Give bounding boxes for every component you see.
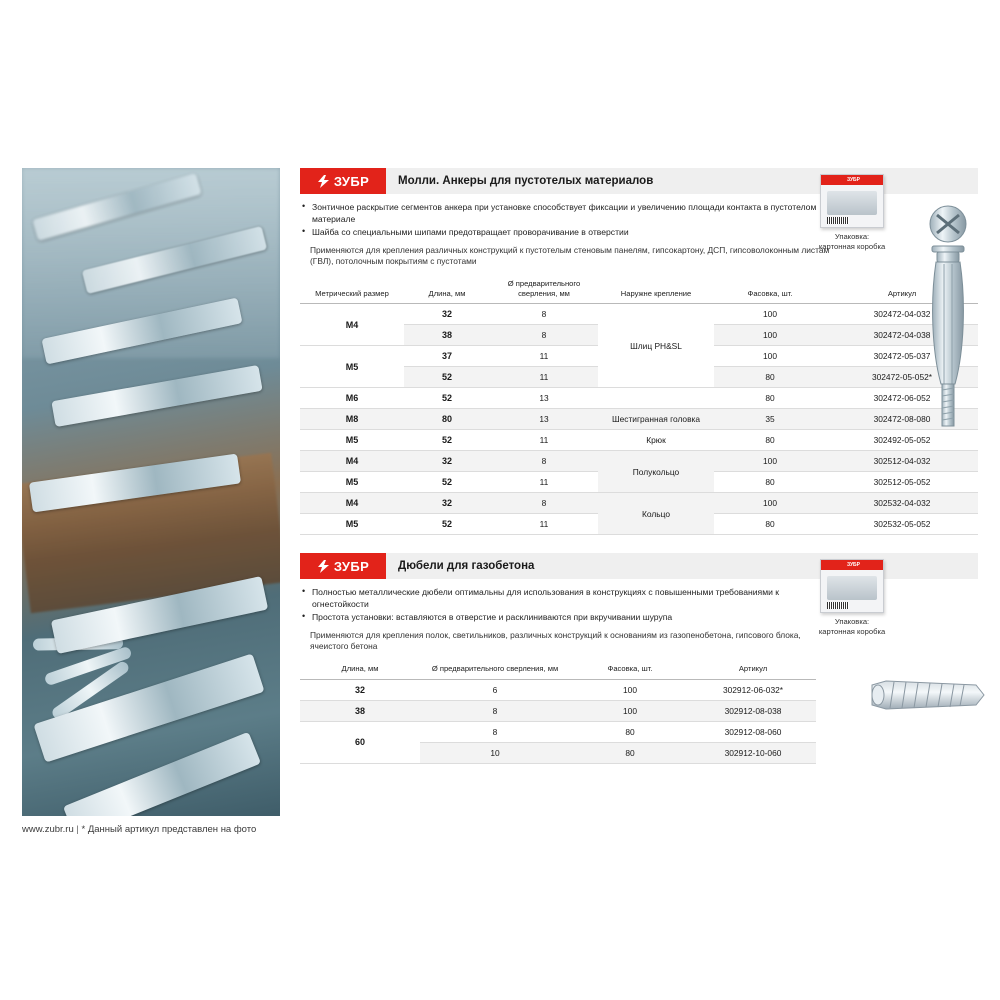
product-photo <box>22 168 280 816</box>
cell-drill: 11 <box>490 346 598 367</box>
table-row <box>300 493 978 514</box>
bullet-item: • Простота установки: вставляются в отверстие и расклиниваются при вкручивании шурупа <box>302 612 822 624</box>
cell-pack: 80 <box>714 472 826 493</box>
cell-mount: Кольцо <box>598 493 714 535</box>
cell-sku: 302472-08-080 <box>826 409 978 430</box>
photo-anchor <box>51 365 262 427</box>
cell-sku: 302472-04-032 <box>826 304 978 325</box>
cell-pack: 100 <box>714 451 826 472</box>
lightning-bolt-icon <box>317 175 330 188</box>
cell-length: 38 <box>300 700 420 721</box>
gazobeton-specs-table <box>300 660 816 764</box>
footer-caption <box>22 824 256 835</box>
cell-drill: 10 <box>420 742 570 763</box>
package-box-brand: ЗУБР <box>847 562 860 569</box>
package-label-line2: картонная коробка <box>818 242 886 251</box>
package-label-line1: Упаковка: <box>834 617 870 627</box>
cell-length: 32 <box>404 451 490 472</box>
cell-sku: 302472-06-052 <box>826 388 978 409</box>
table-row <box>300 679 816 700</box>
cell-size: M8 <box>300 409 404 430</box>
catalog-sheet <box>22 168 978 844</box>
cell-mount <box>598 388 714 409</box>
cell-drill: 8 <box>490 493 598 514</box>
cell-size: M6 <box>300 388 404 409</box>
cell-size: M4 <box>300 304 404 346</box>
cell-pack: 100 <box>714 304 826 325</box>
cell-pack: 80 <box>714 367 826 388</box>
package-box-brand: ЗУБР <box>847 177 860 183</box>
cell-drill: 11 <box>490 430 598 451</box>
col-header-size: Метрический размер <box>300 275 404 304</box>
table-row <box>300 304 978 325</box>
footer-note: * Данный артикул представлен на фото <box>81 824 257 835</box>
bullet-item: • Зонтичное раскрытие сегментов анкера при установке способствует фиксации и увеличению площади контакта в пустотелом материале <box>302 202 822 225</box>
cell-sku: 302472-04-038 <box>826 325 978 346</box>
cell-pack: 100 <box>714 346 826 367</box>
cell-size: M5 <box>300 346 404 388</box>
cell-pack: 80 <box>714 514 826 535</box>
gazobeton-dowel-illustration <box>868 675 988 715</box>
cell-sku: 302912-08-038 <box>690 700 816 721</box>
col-header-sku: Артикул <box>690 660 816 679</box>
cell-size: M4 <box>300 493 404 514</box>
section-molly <box>300 168 978 535</box>
col-header-sku: Артикул <box>826 275 978 304</box>
cell-drill: 11 <box>490 472 598 493</box>
footer-separator: | <box>76 824 79 835</box>
lightning-bolt-icon <box>317 560 330 573</box>
content-column <box>300 168 978 764</box>
col-header-pack: Фасовка, шт. <box>714 275 826 304</box>
cell-length: 38 <box>404 325 490 346</box>
brand-wordmark: ЗУБР <box>333 173 370 189</box>
cell-sku: 302512-05-052 <box>826 472 978 493</box>
cell-mount: Крюк <box>598 430 714 451</box>
cell-drill: 11 <box>490 367 598 388</box>
cell-sku: 302472-05-037 <box>826 346 978 367</box>
barcode-icon <box>827 602 849 609</box>
molly-specs-table <box>300 275 978 535</box>
package-box-image <box>820 559 884 613</box>
col-header-drill: Ø предварительного сверления, мм <box>420 660 570 679</box>
cell-pack: 100 <box>570 679 690 700</box>
cell-pack: 80 <box>714 430 826 451</box>
cell-size: M4 <box>300 451 404 472</box>
cell-pack: 100 <box>714 493 826 514</box>
cell-drill: 13 <box>490 409 598 430</box>
cell-length: 32 <box>404 493 490 514</box>
col-header-length: Длина, мм <box>404 275 490 304</box>
cell-length: 52 <box>404 388 490 409</box>
section-bullets <box>300 202 822 239</box>
table-row <box>300 700 816 721</box>
cell-length: 52 <box>404 514 490 535</box>
cell-pack: 35 <box>714 409 826 430</box>
cell-sku: 302492-05-052 <box>826 430 978 451</box>
cell-length: 52 <box>404 472 490 493</box>
cell-mount: Полукольцо <box>598 451 714 493</box>
section-bullets <box>300 587 822 624</box>
section-note: Применяются для крепления различных конструкций к пустотелым стеновым панелям, гипсокартону, ДСП, гипсоволоконным листам (ГВЛ), потолочным покрытиям с пустотами <box>310 244 830 266</box>
cell-sku: 302912-08-060 <box>690 721 816 742</box>
cell-drill: 11 <box>490 514 598 535</box>
cell-mount: Шестигранная головка <box>598 409 714 430</box>
table-row <box>300 409 978 430</box>
col-header-mount: Наружне крепление <box>598 275 714 304</box>
cell-length: 52 <box>404 367 490 388</box>
cell-length: 32 <box>300 679 420 700</box>
cell-drill: 6 <box>420 679 570 700</box>
cell-length: 80 <box>404 409 490 430</box>
package-box-image <box>820 174 884 228</box>
col-header-length: Длина, мм <box>300 660 420 679</box>
footer-site: www.zubr.ru <box>22 824 74 835</box>
cell-size: M5 <box>300 472 404 493</box>
cell-mount: Шлиц PH&SL <box>598 304 714 388</box>
cell-pack: 100 <box>570 700 690 721</box>
barcode-icon <box>827 217 849 224</box>
cell-sku: 302532-05-052 <box>826 514 978 535</box>
cell-drill: 8 <box>490 304 598 325</box>
table-row <box>300 721 816 742</box>
brand-logo <box>300 168 386 194</box>
package-box-brand-strip <box>821 175 883 185</box>
cell-length: 60 <box>300 721 420 763</box>
cell-length: 32 <box>404 304 490 325</box>
cell-sku: 302532-04-032 <box>826 493 978 514</box>
section-note: Применяются для крепления полок, светильников, различных конструкций к основаниям из газопенобетона, гипсового блока, ячеистого бетона <box>310 629 801 651</box>
brand-wordmark: ЗУБР <box>333 558 370 574</box>
cell-sku: 302472-05-052* <box>826 367 978 388</box>
section-title: Молли. Анкеры для пустотелых материалов <box>398 175 654 187</box>
cell-pack: 80 <box>570 721 690 742</box>
cell-drill: 13 <box>490 388 598 409</box>
cell-size: M5 <box>300 430 404 451</box>
cell-sku: 302912-06-032* <box>690 679 816 700</box>
section-gazobeton <box>300 553 978 764</box>
cell-pack: 80 <box>714 388 826 409</box>
brand-logo <box>300 553 386 579</box>
product-photo-column <box>22 168 280 844</box>
cell-sku: 302512-04-032 <box>826 451 978 472</box>
cell-drill: 8 <box>490 451 598 472</box>
package-label-line1: Упаковка: <box>834 232 870 241</box>
cell-drill: 8 <box>490 325 598 346</box>
cell-drill: 8 <box>420 721 570 742</box>
cell-pack: 80 <box>570 742 690 763</box>
section-title: Дюбели для газобетона <box>398 560 535 573</box>
cell-length: 37 <box>404 346 490 367</box>
table-row <box>300 430 978 451</box>
table-header-row <box>300 660 816 679</box>
package-box-brand-strip <box>821 560 883 570</box>
bullet-item: • Полностью металлические дюбели оптимальны для использования в конструкциях с повышенными требованиями к огнестойкости <box>302 587 822 610</box>
cell-length: 52 <box>404 430 490 451</box>
col-header-pack: Фасовка, шт. <box>570 660 690 679</box>
cell-size: M5 <box>300 514 404 535</box>
molly-anchor-illustration <box>918 202 978 462</box>
package-label-line2: картонная коробка <box>818 627 886 637</box>
table-row <box>300 388 978 409</box>
package-box-product-image <box>827 191 877 215</box>
table-row <box>300 451 978 472</box>
table-header-row <box>300 275 978 304</box>
cell-sku: 302912-10-060 <box>690 742 816 763</box>
bullet-item: • Шайба со специальными шипами предотвращает проворачивание в отверстии <box>302 227 822 239</box>
cell-drill: 8 <box>420 700 570 721</box>
col-header-drill: Ø предварительного сверления, мм <box>490 275 598 304</box>
cell-pack: 100 <box>714 325 826 346</box>
package-box-product-image <box>827 576 877 600</box>
